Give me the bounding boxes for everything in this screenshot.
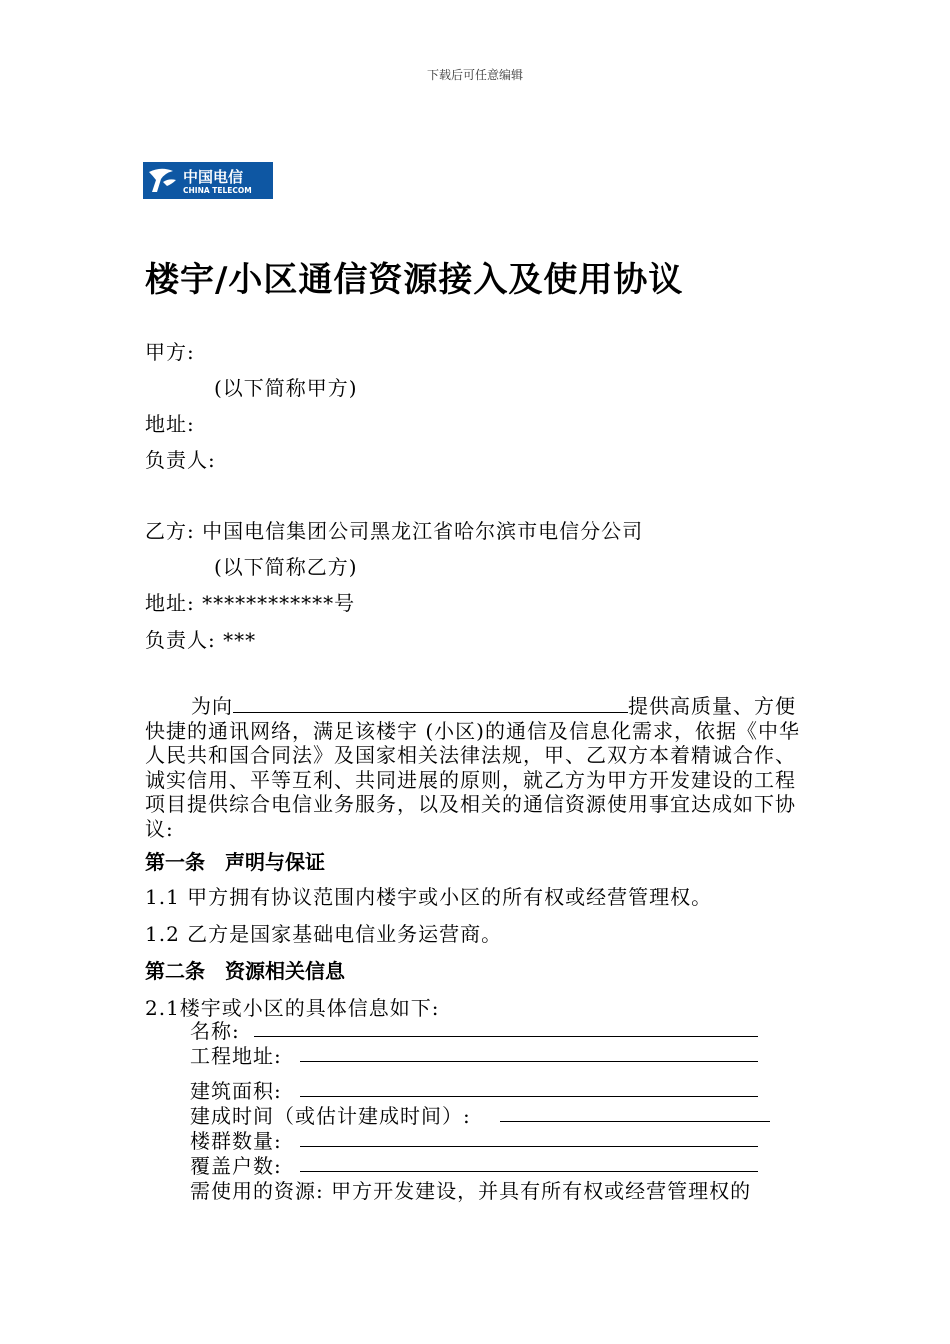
field-address-blank <box>300 1040 758 1062</box>
field-address-label: 工程地址: <box>190 1044 282 1068</box>
field-households-label: 覆盖户数: <box>190 1154 282 1178</box>
article-2-heading: 第二条 资源相关信息 <box>145 959 345 983</box>
china-telecom-logo <box>143 162 273 199</box>
party-a-address: 地址: <box>145 412 195 436</box>
page-header-note: 下载后可任意编辑 <box>426 68 523 82</box>
article-1-heading: 第一条 声明与保证 <box>145 850 325 874</box>
field-building-count-blank <box>300 1125 758 1147</box>
field-area-label: 建筑面积: <box>190 1079 282 1103</box>
field-build-time-blank <box>500 1100 770 1122</box>
intro-body: 快捷的通讯网络，满足该楼宇 (小区)的通信及信息化需求，依据《中华人民共和国合同法》及国家相关法律法规，甲、乙双方本着精诚合作、诚实信用、平等互利、共同进展的原则，就乙方为甲方开发建设的工程项目提供综合电信业务服务，以及相关的通信资源使用事宜达成如下协议: <box>145 718 800 841</box>
party-b-contact: 负责人: *** <box>145 628 257 652</box>
intro-first-line <box>145 694 805 719</box>
party-b-label: 乙方: 中国电信集团公司黑龙江省哈尔滨市电信分公司 <box>145 519 644 543</box>
article-1-item-2: 1.2 乙方是国家基础电信业务运营商。 <box>145 922 503 946</box>
svg-text:中国电信: 中国电信 <box>183 168 244 186</box>
field-name-label: 名称: <box>190 1019 240 1043</box>
svg-text:CHINA TELECOM: CHINA TELECOM <box>183 186 252 195</box>
article-1-item-1: 1.1 甲方拥有协议范围内楼宇或小区的所有权或经营管理权。 <box>145 885 713 909</box>
intro-blank-line <box>233 694 628 713</box>
party-b-alias: (以下简称乙方) <box>214 555 358 579</box>
field-households-blank <box>300 1150 758 1172</box>
resources-line: 需使用的资源: 甲方开发建设，并具有所有权或经营管理权的 <box>190 1179 752 1203</box>
intro-suffix: 提供高质量、方便 <box>628 694 796 718</box>
intro-prefix: 为向 <box>191 694 233 718</box>
china-telecom-logo-icon <box>143 162 273 199</box>
article-2-item-1: 2.1楼宇或小区的具体信息如下: <box>145 996 440 1020</box>
party-a-contact: 负责人: <box>145 448 216 472</box>
party-a-label: 甲方: <box>145 340 195 364</box>
field-build-time-label: 建成时间（或估计建成时间）: <box>190 1104 471 1128</box>
party-a-alias: (以下简称甲方) <box>214 376 358 400</box>
party-b-address: 地址: ************号 <box>145 591 356 615</box>
intro-paragraph <box>145 694 805 841</box>
document-title: 楼宇/小区通信资源接入及使用协议 <box>145 260 684 300</box>
field-address <box>190 1040 282 1069</box>
field-name-blank <box>254 1015 758 1037</box>
field-area-blank <box>300 1075 758 1097</box>
field-building-count-label: 楼群数量: <box>190 1129 282 1153</box>
